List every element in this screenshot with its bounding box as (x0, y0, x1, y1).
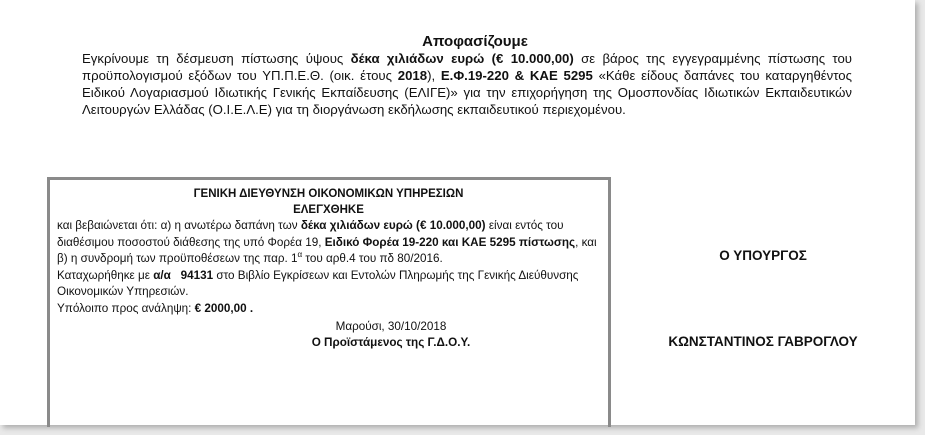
box-text-4: του αρθ.4 του πδ 80/2016. (302, 252, 443, 266)
box-amount: δέκα χιλιάδων ευρώ (€ 10.000,00) (300, 219, 486, 232)
box-balance-value: € 2000,00 . (194, 301, 254, 315)
decision-text-1: Εγκρίνουμε τη δέσμευση πίστωσης ύψους (82, 51, 351, 66)
box-balance-label: Υπόλοιπο προς ανάληψη: (57, 301, 195, 315)
box-balance (57, 301, 600, 318)
decision-text-2: σε βάρος της εγγεγραμμένης πίστωσης του προϋπολογισμού εξόδων του ΥΠ.Π.Ε.Θ. (οικ. έτους (82, 51, 852, 83)
box-budget-code: Ειδικό Φορέα 19-220 και ΚΑΕ 5295 πίστωσης (324, 235, 576, 249)
decision-year: 2018 (397, 68, 428, 83)
box-registration-1: Καταχωρήθηκε με (57, 268, 154, 282)
box-registration-number: 94131 (180, 268, 214, 282)
box-superscript: α (297, 250, 303, 260)
audit-verification-box (47, 177, 611, 427)
box-registration-text (57, 268, 600, 301)
box-text-3: , και β) η συνδρομή των προϋποθέσεων της παρ. 1 (57, 235, 597, 266)
box-verification-text (57, 218, 600, 268)
decision-text-4: «Κάθε είδους δαπάνες του καταργηθέντος Ειδικού Λογαριασμού Ιδιωτικής Γενικής Εκπαίδευσης (ΕΛΙΓΕ)» για την επιχορήγηση της Ομοσπονδίας Ιδιωτικών Εκπαιδευτικών Λειτουργών Ελλάδας (Ο.Ι.Ε.Λ.Ε) για τη διοργάνωση εκδήλωσης εκπαιδευτικού περιεχομένου. (82, 68, 852, 117)
box-text-2: είναι εντός του διαθέσιμου ποσοστού διάθεσης της υπό Φορέα 19, (57, 219, 564, 249)
box-registration-label: α/α (153, 268, 171, 282)
box-directorate-title: ΓΕΝΙΚΗ ΔΙΕΥΘΥΝΣΗ ΟΙΚΟΝΟΜΙΚΩΝ ΥΠΗΡΕΣΙΩΝ (193, 188, 464, 200)
box-checked-title: ΕΛΕΓΧΘΗΚΕ (293, 204, 364, 216)
box-text-1: και βεβαιώνεται ότι: α) η ανωτέρω δαπάνη των (57, 219, 301, 232)
decision-budget-code: Ε.Φ.19-220 & ΚΑΕ 5295 (440, 68, 593, 83)
minister-name: ΚΩΝΣΤΑΝΤΙΝΟΣ ΓΑΒΡΟΓΛΟΥ (668, 334, 858, 349)
decision-paragraph (82, 50, 852, 118)
minister-title: Ο ΥΠΟΥΡΓΟΣ (719, 248, 807, 263)
decision-heading: Αποφασίζουμε (422, 33, 528, 50)
box-place-date: Μαρούσι, 30/10/2018 (335, 319, 447, 333)
box-registration-2: στο Βιβλίο Εγκρίσεων και Εντολών Πληρωμής της Γενικής Διεύθυνσης Οικονομικών Υπηρεσιών. (57, 268, 579, 299)
decision-amount: δέκα χιλιάδων ευρώ (€ 10.000,00) (350, 51, 574, 66)
decision-text-3: ), (427, 68, 441, 83)
box-signer-title: Ο Προϊστάμενος της Γ.Δ.Ο.Υ. (311, 336, 471, 350)
